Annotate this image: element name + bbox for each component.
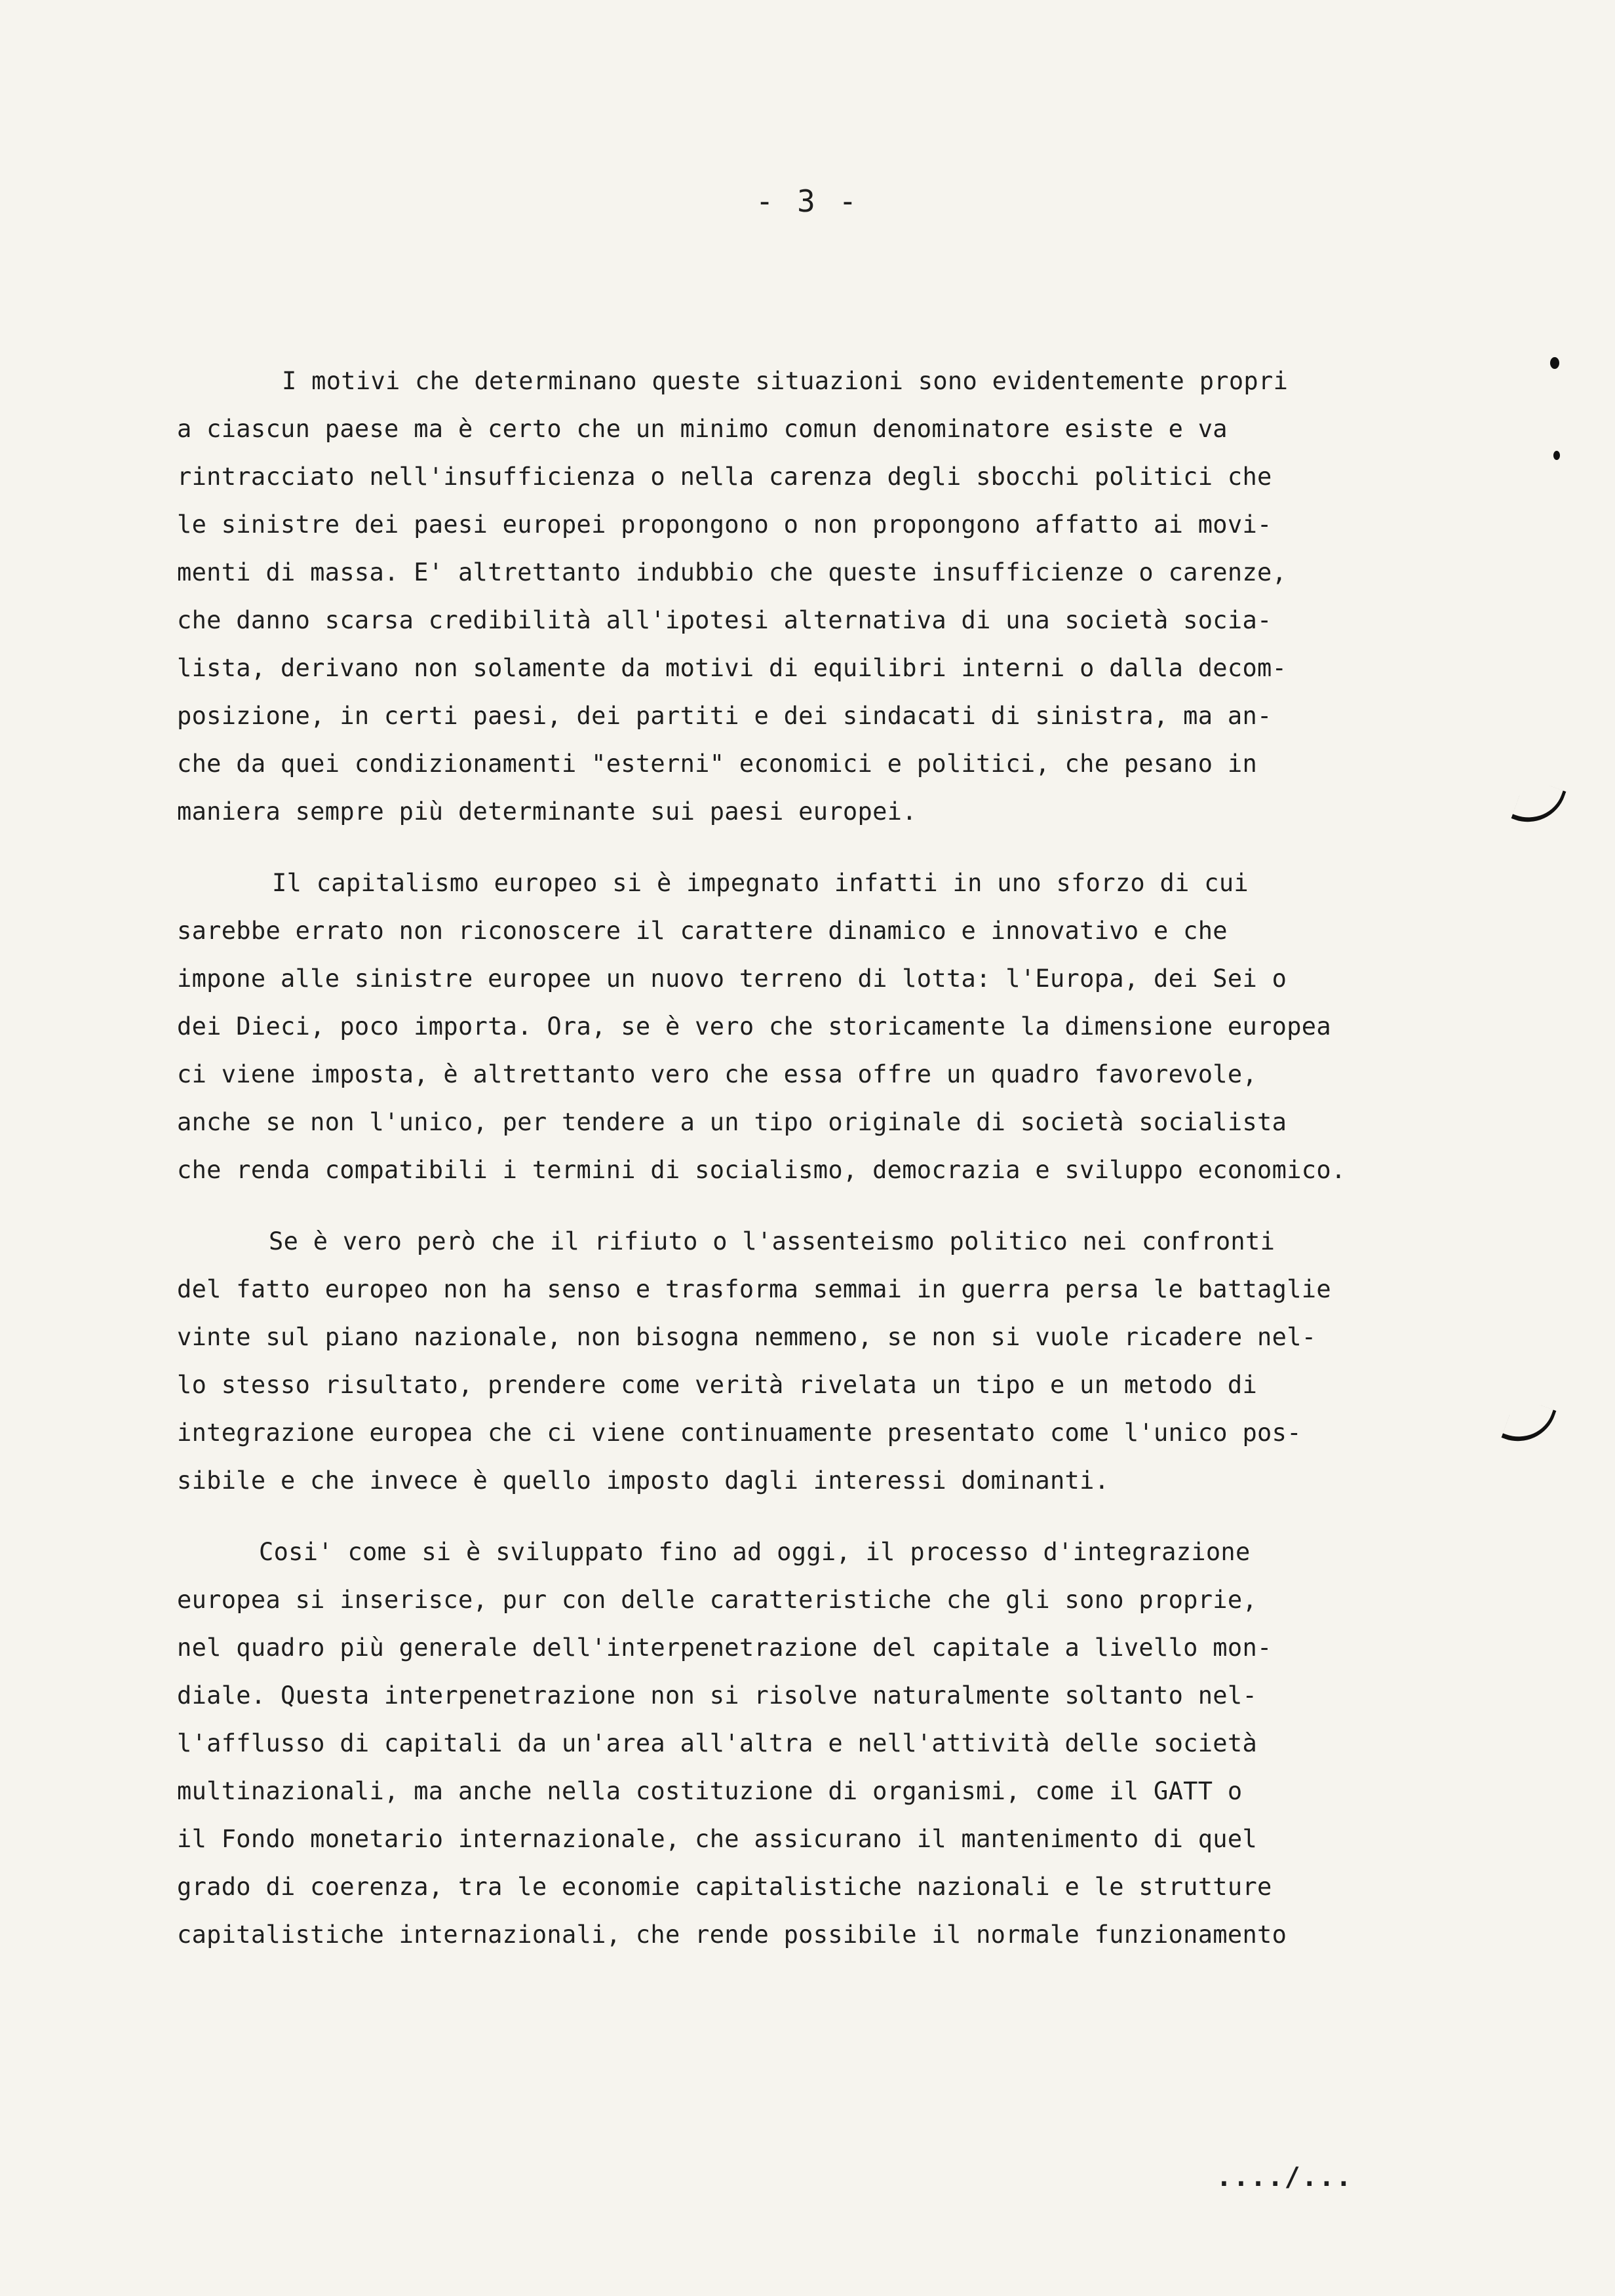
text-line: dei Dieci, poco importa. Ora, se è vero che storicamente la dimensione europea bbox=[177, 1012, 1331, 1041]
text-line: sarebbe errato non riconoscere il carattere dinamico e innovativo e che bbox=[177, 917, 1228, 945]
text-line: lista, derivano non solamente da motivi di equilibri interni o dalla decom- bbox=[177, 654, 1287, 682]
scan-speck bbox=[1553, 451, 1560, 460]
text-line: Il capitalismo europeo si è impegnato infatti in uno sforzo di cui bbox=[272, 869, 1249, 897]
text-line: sibile e che invece è quello imposto dagli interessi dominanti. bbox=[177, 1466, 1110, 1495]
text-line: ci viene imposta, è altrettanto vero che essa offre un quadro favorevole, bbox=[177, 1060, 1258, 1088]
text-line: il Fondo monetario internazionale, che assicurano il mantenimento di quel bbox=[177, 1825, 1258, 1853]
text-line: I motivi che determinano queste situazioni sono evidentemente propri bbox=[282, 367, 1289, 395]
text-line: impone alle sinistre europee un nuovo terreno di lotta: l'Europa, dei Sei o bbox=[177, 965, 1287, 993]
text-line: multinazionali, ma anche nella costituzione di organismi, come il GATT o bbox=[177, 1777, 1243, 1805]
text-line: integrazione europea che ci viene continuamente presentato come l'unico pos- bbox=[177, 1419, 1302, 1447]
text-line: a ciascun paese ma è certo che un minimo comun denominatore esiste e va bbox=[177, 415, 1228, 443]
text-line: diale. Questa interpenetrazione non si risolve naturalmente soltanto nel- bbox=[177, 1681, 1258, 1710]
text-line: Cosi' come si è sviluppato fino ad oggi, il processo d'integrazione bbox=[259, 1538, 1251, 1566]
text-line: capitalistiche internazionali, che rende possibile il normale funzionamento bbox=[177, 1921, 1287, 1949]
text-line: che danno scarsa credibilità all'ipotesi alternativa di una società socia- bbox=[177, 606, 1272, 634]
text-line: del fatto europeo non ha senso e trasforma semmai in guerra persa le battaglie bbox=[177, 1275, 1331, 1303]
text-line: anche se non l'unico, per tendere a un tipo originale di società socialista bbox=[177, 1108, 1287, 1136]
text-line: menti di massa. E' altrettanto indubbio che queste insufficienze o carenze, bbox=[177, 558, 1287, 586]
text-line: le sinistre dei paesi europei propongono o non propongono affatto ai movi- bbox=[177, 510, 1272, 539]
continuation-mark: ..../... bbox=[1216, 2162, 1353, 2192]
paragraph-2 bbox=[177, 859, 1409, 1194]
scan-speck bbox=[1550, 357, 1559, 369]
paragraph-3 bbox=[177, 1217, 1409, 1504]
text-line: Se è vero però che il rifiuto o l'assenteismo politico nei confronti bbox=[269, 1227, 1275, 1255]
text-line: grado di coerenza, tra le economie capitalistiche nazionali e le strutture bbox=[177, 1873, 1272, 1901]
paragraph-1 bbox=[177, 357, 1409, 835]
text-line: lo stesso risultato, prendere come verità rivelata un tipo e un metodo di bbox=[177, 1371, 1258, 1399]
text-line: vinte sul piano nazionale, non bisogna nemmeno, se non si vuole ricadere nel- bbox=[177, 1323, 1317, 1351]
text-line: nel quadro più generale dell'interpenetrazione del capitale a livello mon- bbox=[177, 1634, 1272, 1662]
text-line: che da quei condizionamenti "esterni" economici e politici, che pesano in bbox=[177, 750, 1258, 778]
paragraph-4 bbox=[177, 1528, 1409, 1959]
text-line: l'afflusso di capitali da un'area all'altra e nell'attività delle società bbox=[177, 1729, 1258, 1757]
text-line: maniera sempre più determinante sui paesi europei. bbox=[177, 797, 917, 826]
punch-hole-mark bbox=[1502, 1396, 1557, 1452]
page-number: - 3 - bbox=[755, 183, 860, 219]
punch-hole-mark bbox=[1511, 777, 1566, 833]
text-line: posizione, in certi paesi, dei partiti e dei sindacati di sinistra, ma an- bbox=[177, 702, 1272, 730]
body-text bbox=[177, 357, 1409, 1982]
text-line: che renda compatibili i termini di socialismo, democrazia e sviluppo economico. bbox=[177, 1156, 1346, 1184]
text-line: europea si inserisce, pur con delle caratteristiche che gli sono proprie, bbox=[177, 1586, 1258, 1614]
text-line: rintracciato nell'insufficienza o nella carenza degli sbocchi politici che bbox=[177, 463, 1272, 491]
